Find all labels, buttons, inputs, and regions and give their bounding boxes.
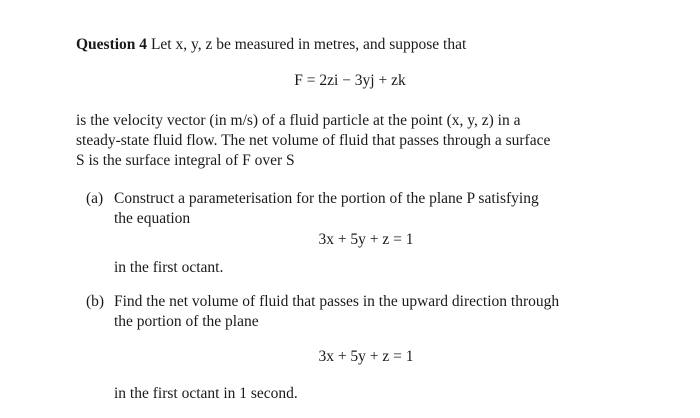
part-a-line-1: Construct a parameterisation for the portion of the plane P satisfying xyxy=(114,190,539,207)
question-label: Question 4 xyxy=(76,36,148,53)
description-line-1: is the velocity vector (in m/s) of a fluid particle at the point (x, y, z) in a xyxy=(76,112,521,129)
part-b-line-1: Find the net volume of fluid that passes in the upward direction through xyxy=(114,293,560,310)
part-b-after: in the first octant in 1 second. xyxy=(114,385,298,402)
part-b-label: (b) xyxy=(86,293,105,310)
part-b-line-2: the portion of the plane xyxy=(114,313,259,330)
part-a-label: (a) xyxy=(86,190,104,207)
field-equation: F = 2zi − 3yj + zk xyxy=(294,72,406,89)
part-a-equation: 3x + 5y + z = 1 xyxy=(318,231,414,248)
question-intro: Let x, y, z be measured in metres, and suppose that xyxy=(150,36,467,53)
description-line-3: S is the surface integral of F over S xyxy=(76,152,295,169)
description-line-2: steady-state fluid flow. The net volume of fluid that passes through a surface xyxy=(76,132,551,149)
part-a-line-2: the equation xyxy=(114,210,191,227)
part-b-equation: 3x + 5y + z = 1 xyxy=(318,348,414,365)
part-a-after: in the first octant. xyxy=(114,259,224,276)
question-header xyxy=(76,36,466,54)
